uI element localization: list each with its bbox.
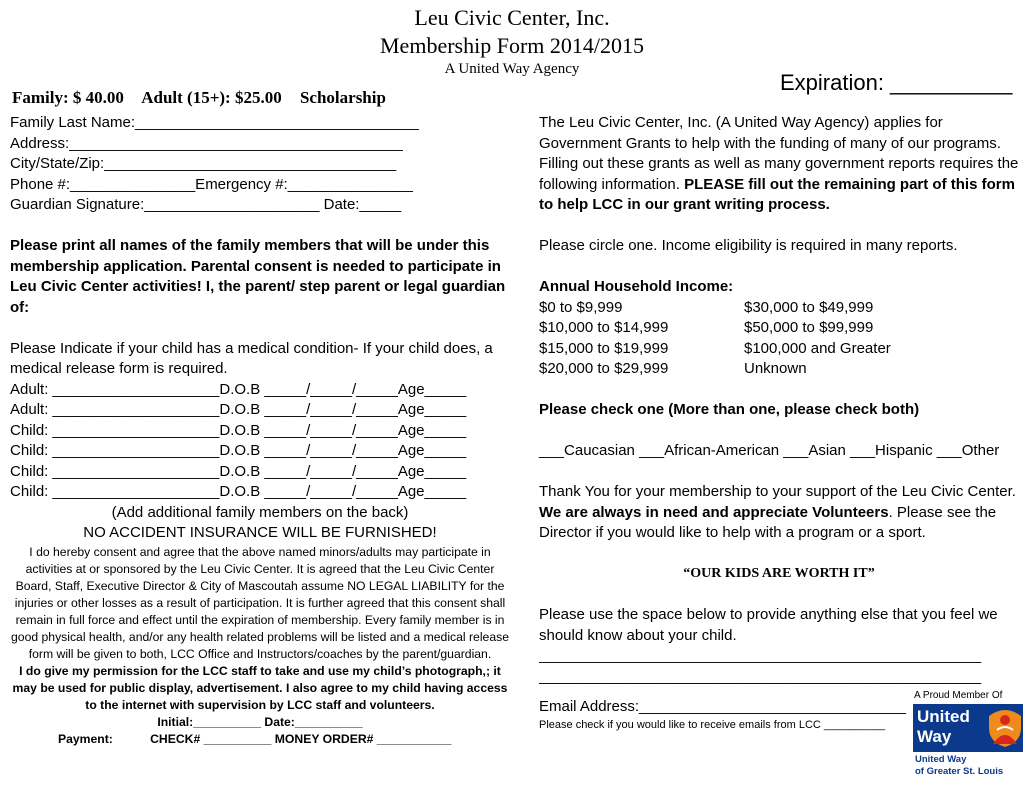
photo-permission-text: I do give my permission for the LCC staff to take and use my child’s photograph,; it may be used for public display, advertisement. I also agree to my child having access to the internet with supervision by LCC staff and volunteers. [12,663,508,712]
family-fee: Family: $ 40.00 [12,88,124,107]
guardian-signature-field[interactable]: Guardian Signature:_____________________ Date:_____ [10,196,402,213]
member-row[interactable]: Child: ____________________D.O.B _____/_____/_____Age_____ [10,462,467,480]
income-option[interactable]: Unknown [744,360,807,377]
income-option[interactable]: $0 to $9,999 [539,298,623,316]
consent-text: I do hereby consent and agree that the above named minors/adults may participate in activities at or sponsored by the Leu Civic Center. It is agreed that the Leu Civic Center Board, Staff, Executive Director & City of Mascoutah assume NO LEGAL LIABILITY for the injuries or other losses as a result of participation. It is further agreed that this consent shall remain in full force and effect until the expiration of membership. Every family member is in good physical health, and/or any health related problems will be listed and a medical release form will be given to both, LCC Office and Instructors/coaches by the parent/guardian. [11,544,509,661]
member-row[interactable]: Child: ____________________D.O.B _____/_____/_____Age_____ [10,421,467,439]
email-field[interactable]: Email Address:________________________________ [539,698,906,715]
ethnicity-heading: Please check one (More than one, please check both) [539,401,920,418]
volunteers-emphasis: We are always in need and appreciate Volunteers [539,503,889,521]
left-column [10,113,510,748]
agency-subtitle: A United Way Agency [444,61,580,77]
income-heading: Annual Household Income: [539,278,734,295]
notes-line[interactable]: _____________________________________________________ [539,647,982,664]
insurance-notice: NO ACCIDENT INSURANCE WILL BE FURNISHED! [83,524,437,541]
initial-date-field[interactable]: Initial:__________ Date:__________ [157,714,363,729]
logo-wordmark: United Way [917,707,970,746]
grant-intro: The Leu Civic Center, Inc. (A United Way Agency) applies for Government Grants to help with the funding of many of our programs. Filling out these grants as well as many government reports requires the following information. PLEASE fill out the remaining part of this form to help LCC in our grant writing process. [539,114,1019,213]
income-option[interactable]: $15,000 to $19,999 [539,339,669,357]
member-row[interactable]: Child: ____________________D.O.B _____/_____/_____Age_____ [10,483,467,500]
scholarship-option: Scholarship [299,88,386,107]
member-row[interactable]: Child: ____________________D.O.B _____/_____/_____Age_____ [10,442,467,459]
united-way-logo [913,704,1023,778]
income-option[interactable]: $20,000 to $29,999 [539,360,669,377]
expiration-field[interactable]: Expiration: __________ [780,70,1013,95]
income-row [539,359,1019,380]
city-state-zip-field[interactable]: City/State/Zip:___________________________________ [10,155,397,172]
circle-instruction: Please circle one. Income eligibility is required in many reports. [539,237,958,254]
notes-line[interactable]: _____________________________________________________ [539,667,982,685]
instructions-text: Please print all names of the family members that will be under this membership application. Parental consent is needed to participate in Leu Civic Center activities! I, the parent/ step parent or legal guardian of: [10,237,506,316]
income-option[interactable]: $50,000 to $99,999 [744,319,874,336]
thanks-text: Thank You for your membership to your support of the Leu Civic Center. We are always in need and appreciate Volunteers. Please see the Director if you would like to help with a program or a sport. [539,483,1016,541]
income-row [539,318,1019,339]
logo-caption: United Way of Greater St. Louis [915,754,1004,777]
additional-members-note: (Add additional family members on the back) [111,503,409,521]
grant-intro-emphasis: PLEASE fill out the remaining part of this form to help LCC in our grant writing process. [539,175,1015,213]
membership-fees [12,88,400,108]
member-row[interactable]: Adult: ____________________D.O.B _____/_____/_____Age_____ [10,380,467,398]
family-last-name-field[interactable]: Family Last Name:__________________________________ [10,114,419,131]
address-field[interactable]: Address:________________________________________ [10,134,403,152]
organization-title: Leu Civic Center, Inc. [414,5,610,30]
income-row [539,298,1019,319]
member-row[interactable]: Adult: ____________________D.O.B _____/_____/_____Age_____ [10,401,467,418]
medical-note: Please Indicate if your child has a medical condition- If your child does, a medical release form is required. [10,339,493,377]
space-note: Please use the space below to provide anything else that you feel we should know about your child. [539,606,998,644]
income-option[interactable]: $100,000 and Greater [744,339,891,357]
payment-field[interactable]: Payment: CHECK# __________ MONEY ORDER# ___________ [58,731,452,746]
adult-fee: Adult (15+): $25.00 [141,88,282,107]
form-header [0,4,1024,78]
slogan: “OUR KIDS ARE WORTH IT” [683,566,875,581]
phone-emergency-field[interactable]: Phone #:_______________Emergency #:_______________ [10,175,413,193]
right-column [539,113,1019,732]
united-way-emblem-icon [987,708,1023,748]
income-row [539,339,1019,360]
ethnicity-options[interactable]: ___Caucasian ___African-American ___Asian ___Hispanic ___Other [539,442,1000,459]
proud-member-text: A Proud Member Of [914,690,1003,701]
form-title: Membership Form 2014/2015 [380,33,644,58]
income-option[interactable]: $10,000 to $14,999 [539,319,669,336]
income-option[interactable]: $30,000 to $49,999 [744,298,874,316]
email-opt-in-note[interactable]: Please check if you would like to receive emails from LCC __________ [539,718,886,731]
